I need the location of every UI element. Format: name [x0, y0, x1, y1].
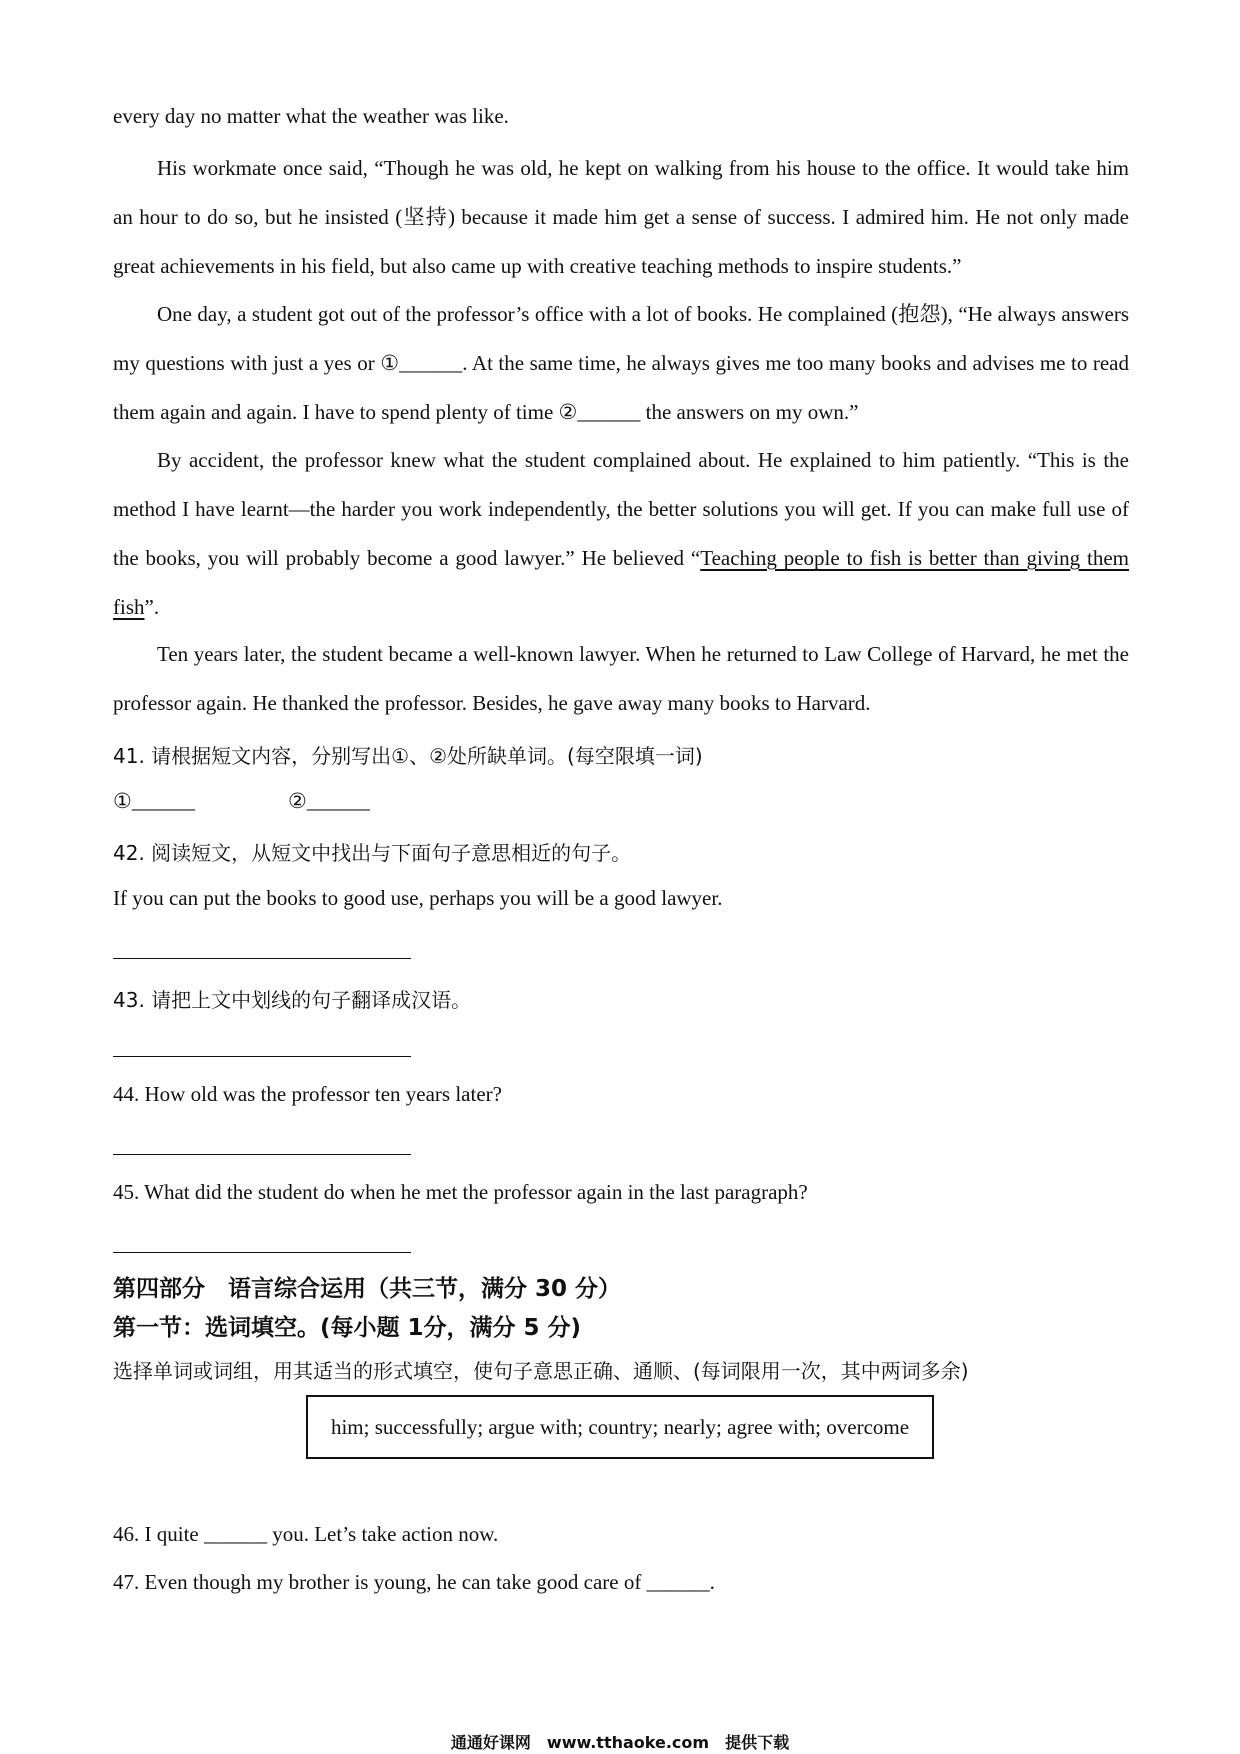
word-bank-text: him; successfully; argue with; country; nearly; agree with; overcome [330, 1414, 910, 1439]
word-bank-box [306, 1395, 934, 1459]
question-43: 43. 请把上文中划线的句子翻译成汉语。 [113, 988, 472, 1012]
question-44: 44. How old was the professor ten years later? [113, 1082, 502, 1106]
question-42-sentence: If you can put the books to good use, perhaps you will be a good lawyer. [113, 886, 723, 910]
question-41: 41. 请根据短文内容，分别写出①、②处所缺单词。(每空限填一词) [113, 744, 703, 768]
passage-paragraph-3-end: ”. [144, 595, 160, 619]
answer-line-43 [113, 1056, 411, 1057]
question-46: 46. I quite ______ you. Let’s take action now. [113, 1522, 499, 1546]
underlined-sentence: Teaching people to fish is better than giving them fish [113, 546, 1130, 619]
passage-paragraph-3 [113, 436, 1129, 632]
part-4-title: 第四部分 语言综合运用（共三节，满分 30 分） [113, 1276, 622, 1302]
page-footer: 通通好课网 www.tthaoke.com 提供下载 [450, 1733, 790, 1752]
section-1-title: 第一节：选词填空。(每小题 1分，满分 5 分) [113, 1315, 582, 1341]
question-47: 47. Even though my brother is young, he can take good care of ______. [113, 1570, 715, 1594]
question-45: 45. What did the student do when he met the professor again in the last paragraph? [113, 1180, 808, 1204]
question-41-blank-1: ①______ [113, 789, 195, 813]
passage-paragraph-4: Ten years later, the student became a well-known lawyer. When he returned to Law College of Harvard, he met the professor again. He thanked the professor. Besides, he gave away many books to Harvard. [113, 642, 1129, 715]
passage-paragraph-1: His workmate once said, “Though he was old, he kept on walking from his house to the office. It would take him an hour to do so, but he insisted (坚持) because it made him get a sense of success. I admired him. He not only made great achievements in his field, but also came up with creative teaching methods to inspire students.” [113, 156, 1129, 278]
answer-line-44 [113, 1154, 411, 1155]
section-1-instruction: 选择单词或词组，用其适当的形式填空，使句子意思正确、通顺、(每词限用一次，其中两词多余) [113, 1359, 969, 1383]
answer-line-45 [113, 1252, 411, 1253]
passage-paragraph-2: One day, a student got out of the professor’s office with a lot of books. He complained (抱怨), “He always answers my questions with just a yes or ①______. At the same time, he always gives me too many books and advises me to read them again and again. I have to spend plenty of time ②______ the answers on my own.” [113, 302, 1129, 424]
passage-paragraph-3-text: By accident, the professor knew what the student complained about. He explained to him patiently. “This is the method I have learnt—the harder you work independently, the better solutions you will get. If you can make full use of the books, you will probably become a good lawyer.” He believed “ [113, 448, 1129, 570]
question-41-blank-2: ②______ [288, 789, 370, 813]
passage-line-0: every day no matter what the weather was like. [113, 104, 509, 128]
answer-line-42 [113, 958, 411, 959]
question-42: 42. 阅读短文，从短文中找出与下面句子意思相近的句子。 [113, 841, 632, 865]
